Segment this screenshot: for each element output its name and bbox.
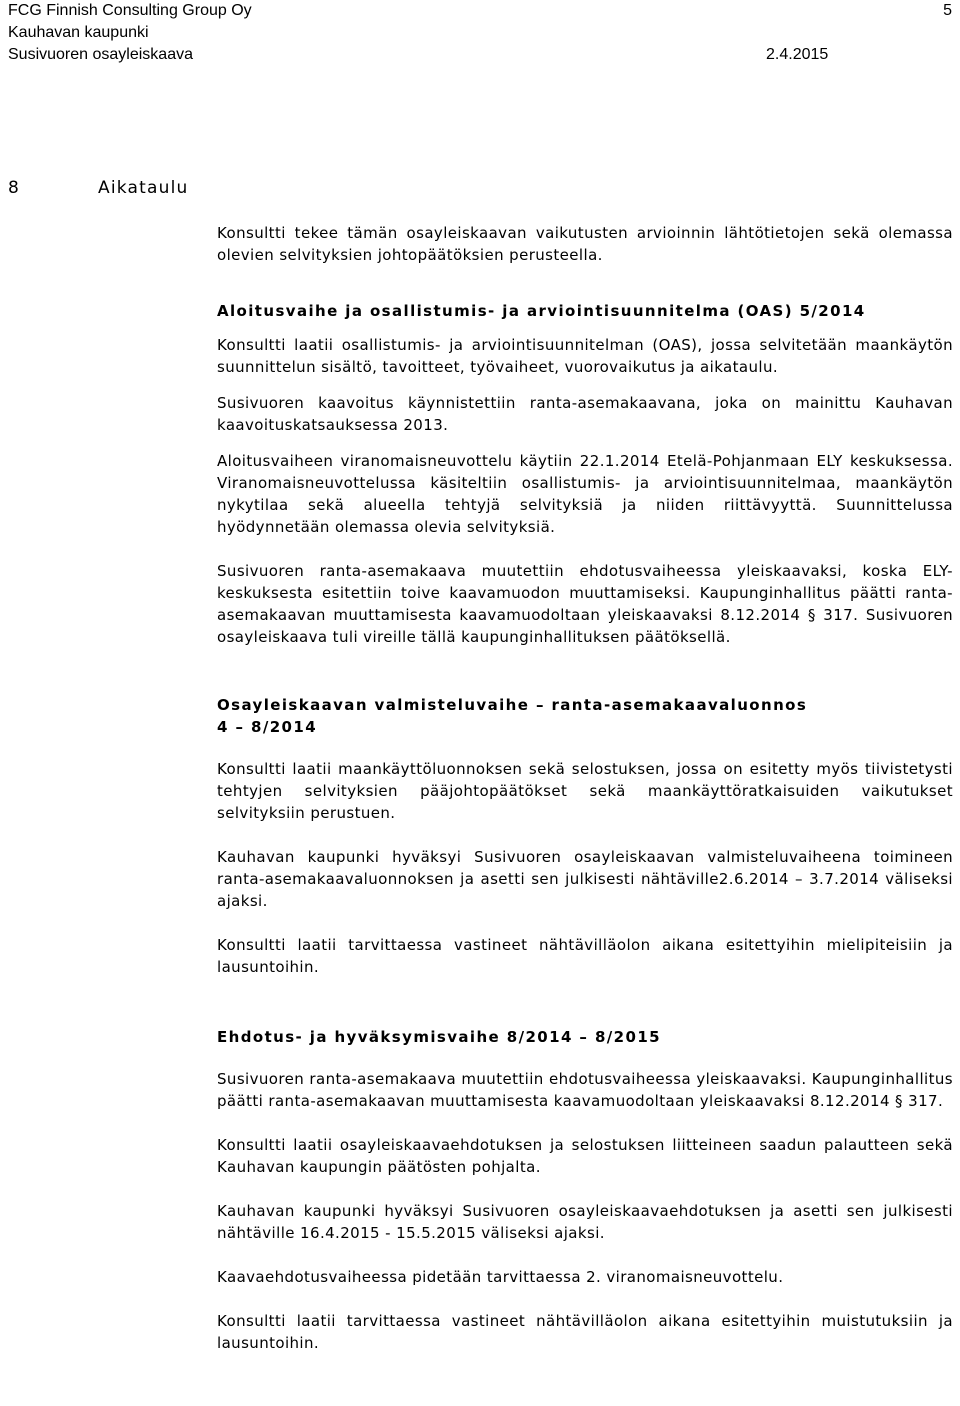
header-row-3 <box>8 44 958 66</box>
page-header <box>8 0 958 66</box>
header-row-2 <box>8 22 958 44</box>
header-row-1 <box>8 0 958 22</box>
phase-heading-proposal: Ehdotus- ja hyväksymisvaihe 8/2014 – 8/2015 <box>217 1028 662 1046</box>
project-name: Susivuoren osayleiskaava <box>8 46 193 63</box>
company-name: FCG Finnish Consulting Group Oy <box>8 2 252 19</box>
phase-heading-start: Aloitusvaihe ja osallistumis- ja arviointisuunnitelma (OAS) 5/2014 <box>217 302 866 320</box>
paragraph: Aloitusvaiheen viranomaisneuvottelu käytiin 22.1.2014 Etelä-Pohjanmaan ELY keskuksessa. Viranomaisneuvottelussa käsiteltiin osallistumis- ja arviointisuunnitelmaa, maankäytön nykytilaa sekä alueella tehtyjä selvityksiä ja niiden riittävyyttä. Suunnittelussa hyödynnetään olemassa olevia selvityksiä. <box>217 452 953 536</box>
heading-line: Osayleiskaavan valmisteluvaihe – ranta-asemakaavaluonnos <box>217 696 808 714</box>
paragraph: Konsultti laatii osallistumis- ja arviointisuunnitelman (OAS), jossa selvitetään maankäytön suunnittelun sisältö, tavoitteet, työvaiheet, vuorovaikutus ja aikataulu. <box>217 336 953 376</box>
heading-line: 4 – 8/2014 <box>217 718 318 736</box>
document-date: 2.4.2015 <box>766 46 829 63</box>
client-name: Kauhavan kaupunki <box>8 24 149 41</box>
intro-paragraph: Konsultti tekee tämän osayleiskaavan vaikutusten arvioinnin lähtötietojen sekä olemassa olevien selvityksien johtopäätöksien perusteella. <box>217 224 953 264</box>
paragraph: Susivuoren ranta-asemakaava muutettiin ehdotusvaiheessa yleiskaavaksi, koska ELY-keskuksesta esitettiin toive kaavamuodon muuttamiseksi. Kaupunginhallitus päätti ranta-asemakaavan muuttamisesta kaavamuodoltaan yleiskaavaksi 8.12.2014 § 317. Susivuoren osayleiskaava tuli vireille tällä kaupunginhallituksen päätöksellä. <box>217 562 953 646</box>
paragraph: Konsultti laatii tarvittaessa vastineet nähtävilläolon aikana esitettyihin muistutuksiin ja lausuntoihin. <box>217 1312 953 1352</box>
paragraph: Susivuoren kaavoitus käynnistettiin ranta-asemakaavana, joka on mainittu Kauhavan kaavoituskatsauksessa 2013. <box>217 394 953 434</box>
page-number: 5 <box>943 2 952 19</box>
paragraph: Kaavaehdotusvaiheessa pidetään tarvittaessa 2. viranomaisneuvottelu. <box>217 1268 784 1286</box>
section-body <box>217 222 953 1354</box>
paragraph: Kauhavan kaupunki hyväksyi Susivuoren osayleiskaavan valmisteluvaiheena toimineen ranta-asemakaavaluonnoksen ja asetti sen julkisesti nähtäville2.6.2014 – 3.7.2014 väliseksi ajaksi. <box>217 848 953 910</box>
paragraph: Konsultti laatii tarvittaessa vastineet nähtävilläolon aikana esitettyihin mielipiteisiin ja lausuntoihin. <box>217 936 953 976</box>
paragraph: Kauhavan kaupunki hyväksyi Susivuoren osayleiskaavaehdotuksen ja asetti sen julkisesti nähtäville 16.4.2015 - 15.5.2015 väliseksi ajaksi. <box>217 1202 953 1242</box>
phase-heading-preparation <box>217 694 953 738</box>
paragraph: Susivuoren ranta-asemakaava muutettiin ehdotusvaiheessa yleiskaavaksi. Kaupunginhallitus päätti ranta-asemakaavan muuttamisesta kaavamuodoltaan yleiskaavaksi 8.12.2014 § 317. <box>217 1070 953 1110</box>
section-number: 8 <box>8 178 21 198</box>
section-title: Aikataulu <box>98 178 189 198</box>
paragraph: Konsultti laatii maankäyttöluonnoksen sekä selostuksen, jossa on esitetty myös tiivistetysti tehtyjen selvityksien pääjohtopäätökset sekä maankäyttöratkaisuiden vaikutukset selvityksiin perustuen. <box>217 760 953 822</box>
section-heading <box>8 176 188 200</box>
paragraph: Konsultti laatii osayleiskaavaehdotuksen ja selostuksen liitteineen saadun palautteen sekä Kauhavan kaupungin päätösten pohjalta. <box>217 1136 953 1176</box>
